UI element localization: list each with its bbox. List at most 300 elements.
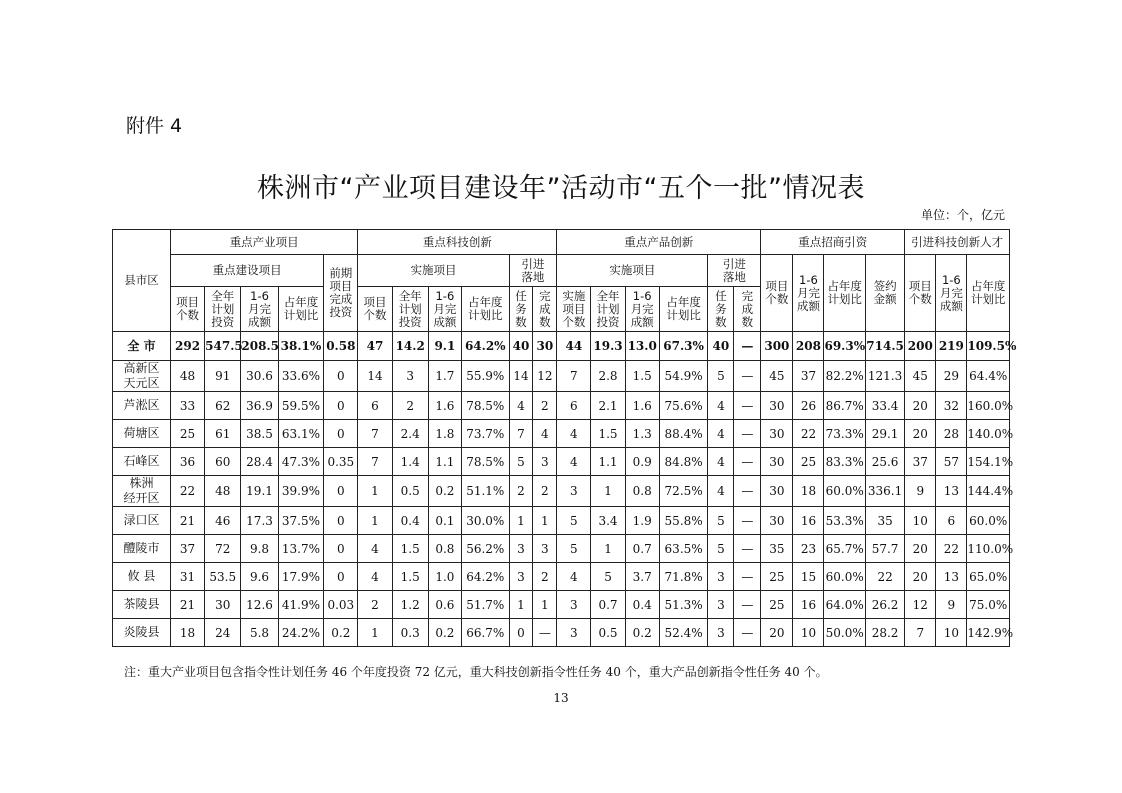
table-cell: 7 [557, 361, 591, 392]
table-cell: 65.7% [824, 535, 865, 563]
table-cell: 547.5 [205, 332, 241, 361]
header-col-c24: 占年度 计划比 [967, 255, 1010, 332]
header-group-tech: 重点科技创新 [358, 230, 557, 255]
table-cell: 4 [557, 563, 591, 591]
table-cell: 3.4 [591, 507, 625, 535]
table-cell: 24 [205, 619, 241, 647]
table-cell: 88.4% [659, 420, 708, 448]
table-cell: 51.1% [461, 476, 509, 507]
table-cell: 63.5% [659, 535, 708, 563]
table-row [113, 448, 1010, 476]
table-cell: 36.9 [241, 392, 278, 420]
row-name-cell: 高新区 天元区 [113, 361, 171, 392]
table-cell: 121.3 [865, 361, 904, 392]
table-cell: — [734, 535, 761, 563]
table-cell: 25 [793, 448, 824, 476]
table-cell: 0 [324, 507, 358, 535]
table-cell: 4 [358, 563, 392, 591]
table-cell: 1 [533, 591, 557, 619]
table-cell: 45 [761, 361, 793, 392]
table-cell: 82.2% [824, 361, 865, 392]
table-cell: 22 [170, 476, 204, 507]
header-col-c14: 1-6 月完 成额 [625, 287, 659, 332]
table-cell: 1.4 [392, 448, 428, 476]
table-cell: — [734, 332, 761, 361]
table-cell: 18 [170, 619, 204, 647]
table-cell: 9 [905, 476, 936, 507]
table-cell: 36 [170, 448, 204, 476]
table-cell: 54.9% [659, 361, 708, 392]
table-cell: 2 [509, 476, 533, 507]
table-cell: 47 [358, 332, 392, 361]
table-cell: 0.2 [324, 619, 358, 647]
row-name-cell: 石峰区 [113, 448, 171, 476]
table-cell: 65.0% [967, 563, 1010, 591]
table-cell: 60.0% [824, 563, 865, 591]
table-cell: 2.4 [392, 420, 428, 448]
table-cell: 10 [793, 619, 824, 647]
table-cell: 30 [761, 507, 793, 535]
table-cell: 0.2 [428, 476, 461, 507]
table-cell: 20 [905, 535, 936, 563]
table-cell: 3 [392, 361, 428, 392]
table-row [113, 535, 1010, 563]
table-cell: 1 [509, 591, 533, 619]
table-cell: 0 [509, 619, 533, 647]
table-cell: 0.8 [428, 535, 461, 563]
table-cell: 57.7 [865, 535, 904, 563]
table-cell: 30 [761, 448, 793, 476]
table-cell: 0.03 [324, 591, 358, 619]
table-cell: 1.0 [428, 563, 461, 591]
table-cell: 0.3 [392, 619, 428, 647]
table-cell: 4 [509, 392, 533, 420]
table-cell: 30 [533, 332, 557, 361]
table-cell: — [734, 448, 761, 476]
table-cell: 20 [905, 420, 936, 448]
table-cell: — [734, 392, 761, 420]
table-cell: 0 [324, 476, 358, 507]
table-cell: 13.0 [625, 332, 659, 361]
table-cell: 51.7% [461, 591, 509, 619]
table-cell: 714.5 [865, 332, 904, 361]
table-cell: 38.5 [241, 420, 278, 448]
table-cell: 37 [793, 361, 824, 392]
header-col-c3: 1-6 月完 成额 [241, 287, 278, 332]
table-cell: 3 [509, 535, 533, 563]
table-cell: 7 [358, 420, 392, 448]
header-col-c23: 1-6 月完 成额 [936, 255, 967, 332]
table-cell: 15 [793, 563, 824, 591]
header-tech-introduce: 引进 落地 [509, 255, 557, 287]
header-col-c21: 签约 金额 [865, 255, 904, 332]
table-cell: 219 [936, 332, 967, 361]
table-cell: 0.6 [428, 591, 461, 619]
table-row [113, 619, 1010, 647]
table-cell: 1.7 [428, 361, 461, 392]
page-number: 13 [553, 691, 569, 705]
table-cell: 1 [358, 619, 392, 647]
table-cell: 25 [761, 563, 793, 591]
table-cell: 2 [533, 392, 557, 420]
table-cell: 19.3 [591, 332, 625, 361]
table-cell: 1.2 [392, 591, 428, 619]
header-early-stage: 前期 项目 完成 投资 [324, 255, 358, 332]
table-cell: 1 [358, 507, 392, 535]
table-cell: 47.3% [278, 448, 324, 476]
table-cell: 59.5% [278, 392, 324, 420]
table-cell: 6 [557, 392, 591, 420]
table-cell: — [734, 507, 761, 535]
table-cell: 4 [708, 448, 734, 476]
header-key-construction: 重点建设项目 [170, 255, 323, 287]
table-cell: 14.2 [392, 332, 428, 361]
page-title: 株洲市“产业项目建设年”活动市“五个一批”情况表 [257, 173, 865, 204]
table-cell: 2.1 [591, 392, 625, 420]
table-cell: 160.0% [967, 392, 1010, 420]
table-cell: 23 [793, 535, 824, 563]
footnote: 注：重大产业项目包含指令性计划任务 46 个年度投资 72 亿元，重大科技创新指令性任务 40 个，重大产品创新指令性任务 40 个。 [124, 665, 828, 679]
table-cell: 3 [557, 591, 591, 619]
table-cell: 109.5% [967, 332, 1010, 361]
table-cell: 14 [509, 361, 533, 392]
header-col-c12: 实施 项目 个数 [557, 287, 591, 332]
table-cell: — [734, 619, 761, 647]
row-name-cell: 醴陵市 [113, 535, 171, 563]
table-cell: 5.8 [241, 619, 278, 647]
table-cell: 0.4 [625, 591, 659, 619]
table-cell: 1.6 [428, 392, 461, 420]
table-cell: 83.3% [824, 448, 865, 476]
table-cell: — [734, 476, 761, 507]
table-cell: 24.2% [278, 619, 324, 647]
table-cell: 300 [761, 332, 793, 361]
table-cell: 60 [205, 448, 241, 476]
header-col-c18: 项目 个数 [761, 255, 793, 332]
table-cell: 30.6 [241, 361, 278, 392]
header-col-c7: 全年 计划 投资 [392, 287, 428, 332]
header-col-c17: 完 成 数 [734, 287, 761, 332]
table-cell: 38.1% [278, 332, 324, 361]
table-cell: 1 [591, 476, 625, 507]
table-cell: 1.5 [625, 361, 659, 392]
table-cell: 6 [936, 507, 967, 535]
table-row [113, 361, 1010, 392]
table-cell: 0.1 [428, 507, 461, 535]
table-cell: 40 [708, 332, 734, 361]
table-cell: 6 [358, 392, 392, 420]
table-cell: 0.5 [591, 619, 625, 647]
table-cell: 2.8 [591, 361, 625, 392]
table-cell: 30 [761, 392, 793, 420]
header-col-c16: 任 务 数 [708, 287, 734, 332]
header-col-c10: 任 务 数 [509, 287, 533, 332]
table-cell: 22 [936, 535, 967, 563]
table-cell: 21 [170, 591, 204, 619]
row-name-cell: 攸 县 [113, 563, 171, 591]
table-cell: 142.9% [967, 619, 1010, 647]
table-cell: 37 [905, 448, 936, 476]
table-cell: 52.4% [659, 619, 708, 647]
table-cell: 60.0% [967, 507, 1010, 535]
table-cell: 4 [557, 448, 591, 476]
table-cell: 64.2% [461, 563, 509, 591]
table-cell: 0.9 [625, 448, 659, 476]
table-cell: 5 [557, 507, 591, 535]
table-cell: 3 [509, 563, 533, 591]
table-cell: 55.9% [461, 361, 509, 392]
table-cell: 208 [793, 332, 824, 361]
table-cell: 75.6% [659, 392, 708, 420]
header-group-industry: 重点产业项目 [170, 230, 357, 255]
table-cell: 61 [205, 420, 241, 448]
table-cell: 7 [358, 448, 392, 476]
table-cell: 20 [761, 619, 793, 647]
table-cell: 69.3% [824, 332, 865, 361]
table-cell: 144.4% [967, 476, 1010, 507]
table-cell: 4 [533, 420, 557, 448]
table-cell: 154.1% [967, 448, 1010, 476]
table-cell: 28.4 [241, 448, 278, 476]
header-group-talent: 引进科技创新人才 [905, 230, 1010, 255]
table-cell: 84.8% [659, 448, 708, 476]
table-cell: 5 [591, 563, 625, 591]
table-cell: 33 [170, 392, 204, 420]
table-cell: 39.9% [278, 476, 324, 507]
attachment-label: 附件 4 [126, 115, 183, 137]
table-cell: 56.2% [461, 535, 509, 563]
table-cell: 25.6 [865, 448, 904, 476]
table-cell: — [734, 563, 761, 591]
table-cell: 1.5 [392, 563, 428, 591]
table-cell: 1 [358, 476, 392, 507]
table-cell: 4 [708, 476, 734, 507]
table-row [113, 563, 1010, 591]
table-cell: 73.3% [824, 420, 865, 448]
table-cell: 9.6 [241, 563, 278, 591]
table-cell: 10 [936, 619, 967, 647]
header-group-product: 重点产品创新 [557, 230, 761, 255]
table-cell: 50.0% [824, 619, 865, 647]
table-cell: 12.6 [241, 591, 278, 619]
table-cell: 0.5 [392, 476, 428, 507]
table-cell: 64.0% [824, 591, 865, 619]
table-cell: 2 [533, 476, 557, 507]
table-cell: 28 [936, 420, 967, 448]
table-cell: 67.3% [659, 332, 708, 361]
table-cell: 3 [557, 619, 591, 647]
table-cell: 5 [708, 361, 734, 392]
table-cell: 7 [905, 619, 936, 647]
table-cell: 72 [205, 535, 241, 563]
table-cell: 1.1 [591, 448, 625, 476]
table-cell: 1.1 [428, 448, 461, 476]
table-cell: 2 [392, 392, 428, 420]
table-cell: 140.0% [967, 420, 1010, 448]
table-cell: 5 [708, 535, 734, 563]
table-cell: 0 [324, 535, 358, 563]
table-cell: 0.35 [324, 448, 358, 476]
table-cell: 4 [557, 420, 591, 448]
table-cell: 26 [793, 392, 824, 420]
header-prod-introduce: 引进 落地 [708, 255, 761, 287]
row-name-cell: 茶陵县 [113, 591, 171, 619]
table-cell: 1 [591, 535, 625, 563]
table-cell: 5 [557, 535, 591, 563]
table-cell: 0.2 [428, 619, 461, 647]
row-name-cell: 荷塘区 [113, 420, 171, 448]
table-cell: 32 [936, 392, 967, 420]
row-name-cell: 全 市 [113, 332, 171, 361]
table-cell: 16 [793, 507, 824, 535]
table-cell: 3 [708, 591, 734, 619]
table-cell: 1.5 [392, 535, 428, 563]
header-tech-impl: 实施项目 [358, 255, 509, 287]
table-cell: 13 [936, 476, 967, 507]
unit-label: 单位：个，亿元 [920, 208, 1005, 222]
table-cell: 12 [533, 361, 557, 392]
table-cell: 86.7% [824, 392, 865, 420]
table-cell: 5 [509, 448, 533, 476]
table-cell: 33.4 [865, 392, 904, 420]
table-cell: 35 [761, 535, 793, 563]
table-cell: 30 [761, 476, 793, 507]
table-cell: 16 [793, 591, 824, 619]
table-cell: 72.5% [659, 476, 708, 507]
table-cell: 4 [708, 392, 734, 420]
table-cell: 110.0% [967, 535, 1010, 563]
table-cell: 0 [324, 361, 358, 392]
header-col-c4: 占年度 计划比 [278, 287, 324, 332]
header-county: 县市区 [113, 230, 171, 332]
table-cell: 40 [509, 332, 533, 361]
table-cell: 62 [205, 392, 241, 420]
header-col-c1: 项目 个数 [170, 287, 204, 332]
table-cell: — [734, 361, 761, 392]
table-cell: 292 [170, 332, 204, 361]
table-cell: 1.8 [428, 420, 461, 448]
table-cell: 1.6 [625, 392, 659, 420]
header-col-c13: 全年 计划 投资 [591, 287, 625, 332]
table-cell: — [734, 420, 761, 448]
table-cell: 29 [936, 361, 967, 392]
table-cell: 29.1 [865, 420, 904, 448]
table-body [113, 332, 1017, 647]
header-group-investment: 重点招商引资 [761, 230, 905, 255]
table-row [113, 420, 1010, 448]
header-col-c2: 全年 计划 投资 [205, 287, 241, 332]
table-cell: 30 [205, 591, 241, 619]
table-cell: 75.0% [967, 591, 1010, 619]
table-cell: 3 [533, 448, 557, 476]
table-cell: 336.1 [865, 476, 904, 507]
table-cell: 48 [170, 361, 204, 392]
table-cell: 3 [708, 619, 734, 647]
table-cell: 208.5 [241, 332, 278, 361]
table-cell: 4 [358, 535, 392, 563]
table-cell: 45 [905, 361, 936, 392]
table-cell: 0 [324, 392, 358, 420]
header-col-c20: 占年度 计划比 [824, 255, 865, 332]
table-cell: 53.5 [205, 563, 241, 591]
table-cell: 60.0% [824, 476, 865, 507]
table-cell: 31 [170, 563, 204, 591]
table-cell: 13.7% [278, 535, 324, 563]
header-col-c15: 占年度 计划比 [659, 287, 708, 332]
table-cell: 30.0% [461, 507, 509, 535]
table-cell: 3 [533, 535, 557, 563]
table-cell: 1 [509, 507, 533, 535]
table-cell: 57 [936, 448, 967, 476]
table-cell: 0 [324, 420, 358, 448]
table-cell: 19.1 [241, 476, 278, 507]
header-prod-impl: 实施项目 [557, 255, 708, 287]
table-cell: 22 [865, 563, 904, 591]
table-cell: 35 [865, 507, 904, 535]
table-cell: 7 [509, 420, 533, 448]
table-cell: 26.2 [865, 591, 904, 619]
table-cell: 91 [205, 361, 241, 392]
table-cell: 4 [708, 420, 734, 448]
table-cell: 0.2 [625, 619, 659, 647]
table-cell: 25 [761, 591, 793, 619]
row-name-cell: 芦淞区 [113, 392, 171, 420]
table-cell: 0.8 [625, 476, 659, 507]
table-cell: 2 [358, 591, 392, 619]
table-cell: 66.7% [461, 619, 509, 647]
table-cell: 21 [170, 507, 204, 535]
table-cell: 200 [905, 332, 936, 361]
table-cell: 9.8 [241, 535, 278, 563]
table-row [113, 476, 1010, 507]
table-cell: — [533, 619, 557, 647]
table-cell: 17.3 [241, 507, 278, 535]
table-cell: 9 [936, 591, 967, 619]
table-cell: 2 [533, 563, 557, 591]
row-name-cell: 炎陵县 [113, 619, 171, 647]
row-name-cell: 渌口区 [113, 507, 171, 535]
table-cell: 78.5% [461, 392, 509, 420]
table-row [113, 507, 1010, 535]
table-cell: 20 [905, 392, 936, 420]
table-cell: 71.8% [659, 563, 708, 591]
table-row-total [113, 332, 1010, 361]
table-cell: 9.1 [428, 332, 461, 361]
table-row [113, 392, 1010, 420]
summary-table [112, 229, 1017, 647]
table-cell: 73.7% [461, 420, 509, 448]
table-cell: 1.9 [625, 507, 659, 535]
table-cell: 44 [557, 332, 591, 361]
table-cell: — [734, 591, 761, 619]
table-cell: 0.7 [591, 591, 625, 619]
table-cell: 53.3% [824, 507, 865, 535]
table-cell: 55.8% [659, 507, 708, 535]
table-cell: 64.2% [461, 332, 509, 361]
table-cell: 37 [170, 535, 204, 563]
table-cell: 64.4% [967, 361, 1010, 392]
table-cell: 63.1% [278, 420, 324, 448]
table-cell: 0.58 [324, 332, 358, 361]
table-cell: 3 [708, 563, 734, 591]
table-cell: 5 [708, 507, 734, 535]
header-col-c8: 1-6 月完 成额 [428, 287, 461, 332]
header-col-c22: 项目 个数 [905, 255, 936, 332]
table-cell: 13 [936, 563, 967, 591]
header-col-c19: 1-6 月完 成额 [793, 255, 824, 332]
table-cell: 48 [205, 476, 241, 507]
table-cell: 28.2 [865, 619, 904, 647]
